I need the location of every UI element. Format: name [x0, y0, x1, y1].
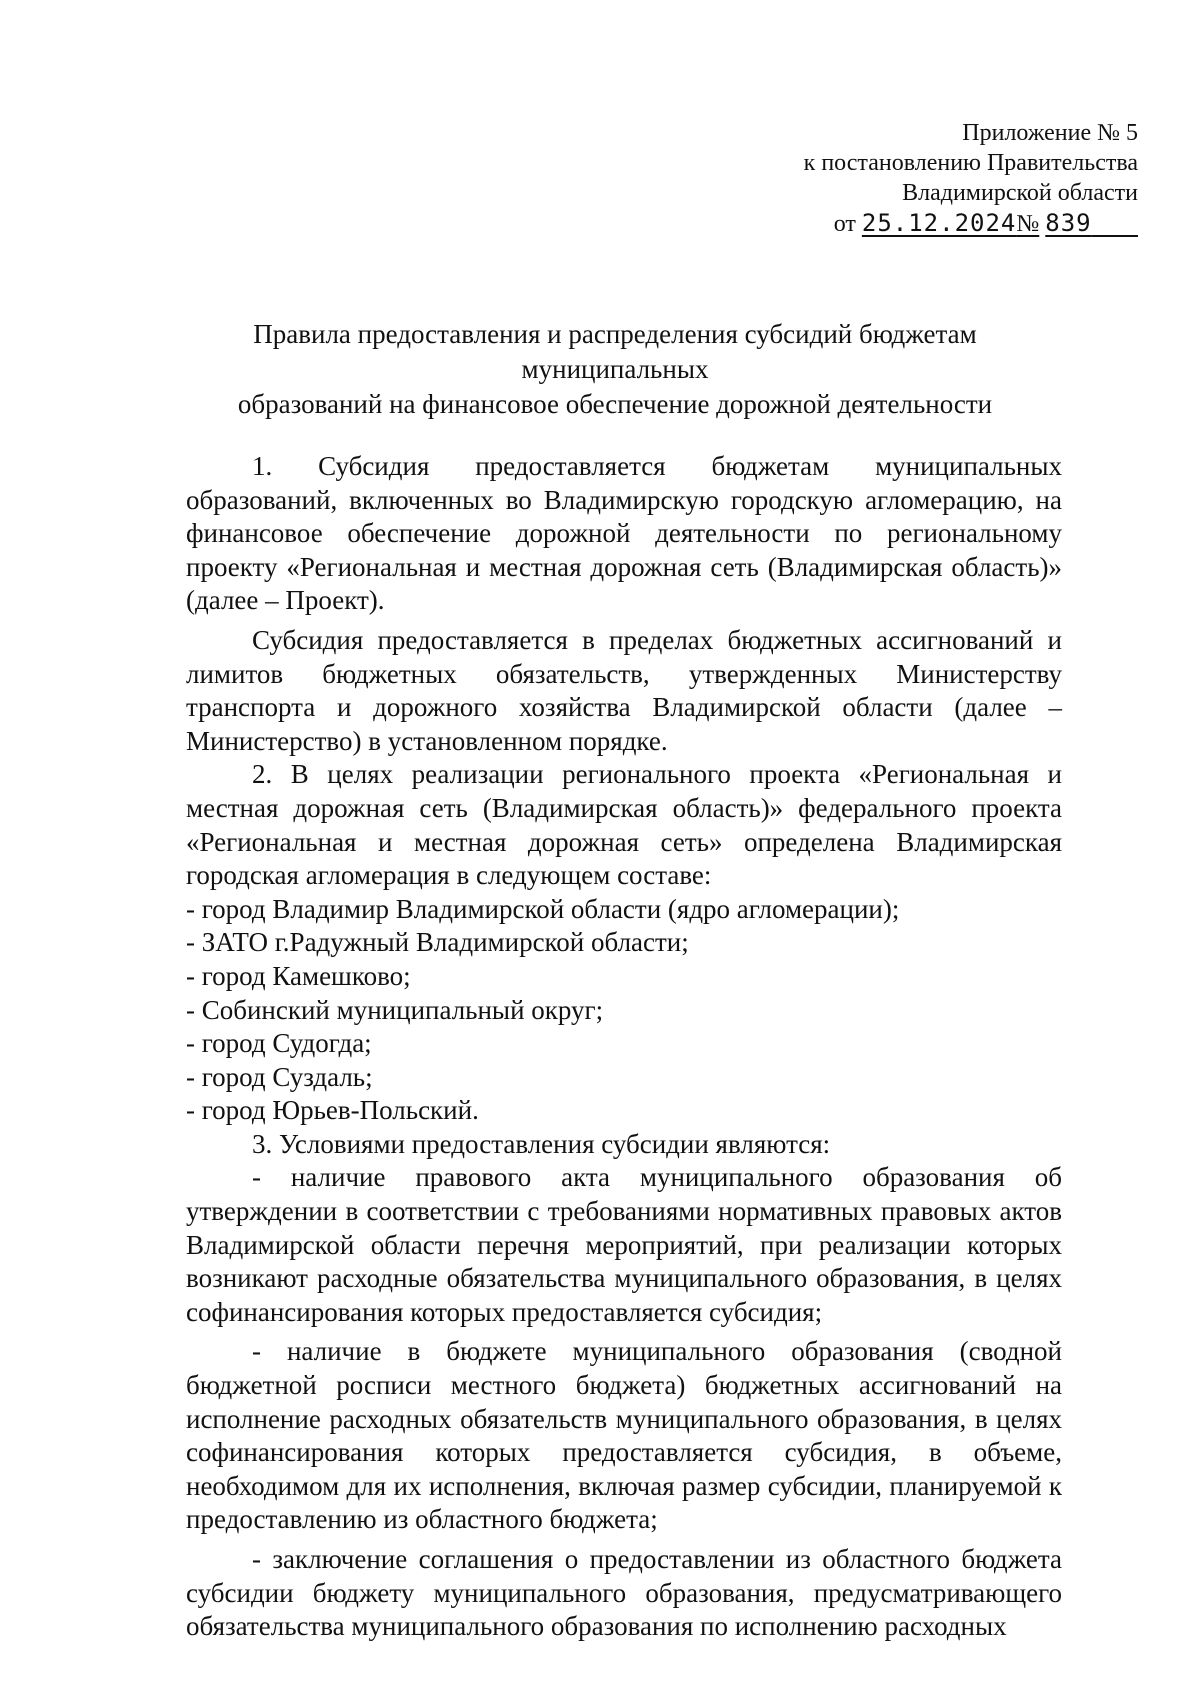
- list-item: - город Владимир Владимирской области (ядро агломерации);: [186, 893, 900, 924]
- list-item: - город Юрьев-Польский.: [186, 1095, 479, 1126]
- list-item: - ЗАТО г.Радужный Владимирской области;: [186, 927, 689, 958]
- paragraph-3: 2. В целях реализации регионального проекта «Региональная и местная дорожная сеть (Владимирская область)» федерального проекта «Региональная и местная дорожная сеть» определена Владимирская городская агломерация в следующем составе:: [186, 759, 1062, 891]
- appendix-header: [718, 118, 1138, 239]
- list-item: - город Судогда;: [186, 1028, 372, 1059]
- paragraph-2: Субсидия предоставляется в пределах бюджетных ассигнований и лимитов бюджетных обязательств, утвержденных Министерству транспорта и дорожного хозяйства Владимирской области (далее – Министерство) в установленном порядке.: [186, 624, 1062, 756]
- list-item: - город Суздаль;: [186, 1061, 373, 1092]
- number-sign: №: [1016, 211, 1040, 237]
- title-line-1: Правила предоставления и распределения субсидий бюджетам муниципальных: [253, 319, 977, 384]
- date-value: 25.12.2024: [861, 209, 1017, 237]
- date-prefix: от: [833, 211, 856, 237]
- resolution-line: к постановлению Правительства: [803, 150, 1138, 176]
- number-value: 839: [1045, 209, 1092, 237]
- condition-1: - наличие правового акта муниципального образования об утверждении в соответствии с требованиями нормативных правовых актов Владимирской области перечня мероприятий, при реализации которых возникают расходные обязательства муниципального образования, в целях софинансирования которых предоставляется субсидия;: [186, 1162, 1062, 1327]
- region-line: Владимирской области: [902, 180, 1138, 206]
- number-underline: [1092, 209, 1138, 237]
- appendix-label: Приложение № 5: [962, 120, 1138, 146]
- title-line-2: образований на финансовое обеспечение дорожной деятельности: [237, 389, 993, 419]
- list-item: - город Камешково;: [186, 960, 411, 991]
- document-title: [170, 317, 1060, 422]
- list-item: - Собинский муниципальный округ;: [186, 994, 604, 1025]
- agglomeration-list: [186, 893, 1062, 1128]
- condition-2: - наличие в бюджете муниципального образования (сводной бюджетной росписи местного бюджета) бюджетных ассигнований на исполнение расходных обязательств муниципального образования, в целях софинансирования которых предоставляется субсидия, в объеме, необходимом для их исполнения, включая размер субсидии, планируемой к предоставлению из областного бюджета;: [186, 1336, 1062, 1535]
- document-body: [186, 450, 1062, 1644]
- condition-3: - заключение соглашения о предоставлении из областного бюджета субсидии бюджету муниципального образования, предусматривающего обязательства муниципального образования по исполнению расходных: [186, 1544, 1062, 1642]
- paragraph-1: 1. Субсидия предоставляется бюджетам муниципальных образований, включенных во Владимирскую городскую агломерацию, на финансовое обеспечение дорожной деятельности по региональному проекту «Региональная и местная дорожная сеть (Владимирская область)» (далее – Проект).: [186, 451, 1062, 616]
- date-number-line: [718, 208, 1138, 239]
- paragraph-4: 3. Условиями предоставления субсидии являются:: [252, 1128, 831, 1159]
